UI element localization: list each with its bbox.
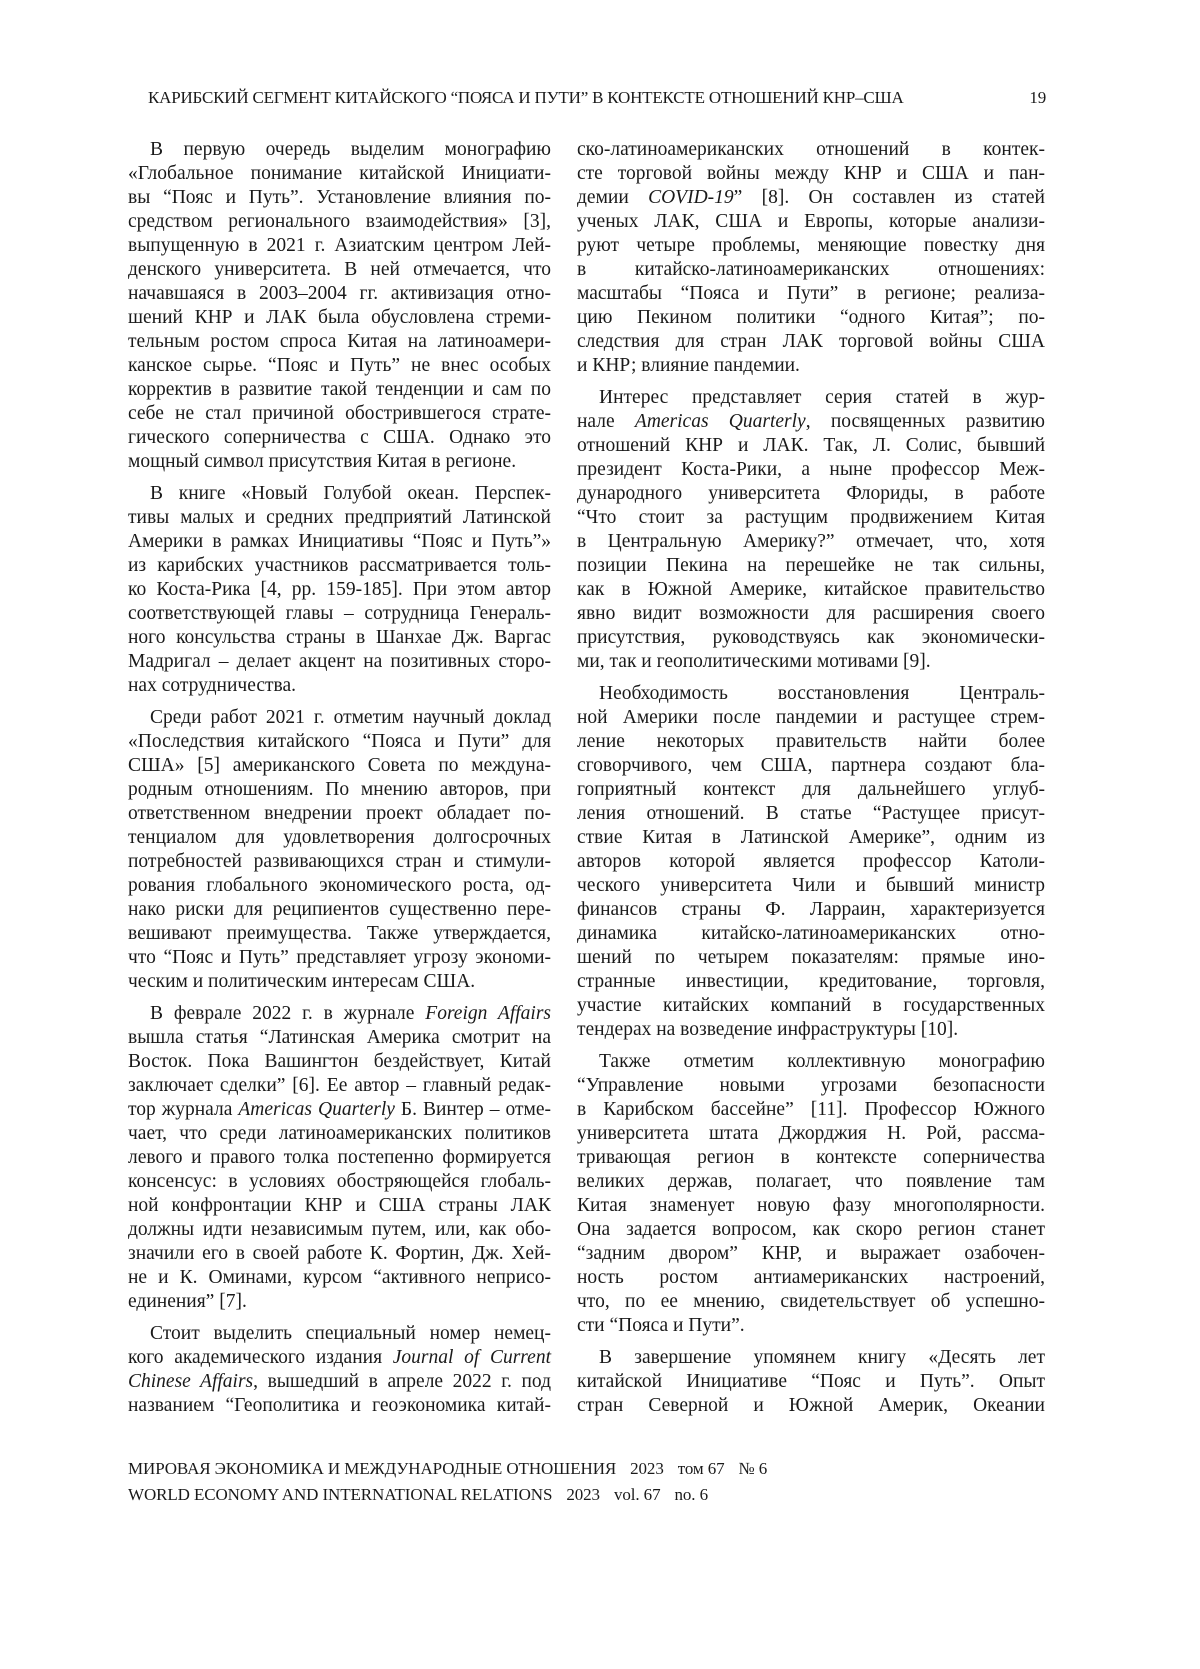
text-line: тивы малых и средних предприятий Латинской: [128, 507, 551, 528]
text-line: тендерах на возведение инфраструктуры [10].: [577, 1019, 959, 1040]
text-segment: Б. Винтер – отме-: [394, 1099, 551, 1120]
text-line: из карибских участников рассматривается толь-: [128, 555, 551, 576]
paragraph: [577, 138, 1045, 378]
text-line: мощный символ присутствия Китая в регионе.: [128, 451, 517, 472]
italic-title: Americas Quarterly: [238, 1099, 395, 1120]
paragraph: [128, 138, 551, 474]
text-line: и КНР; влияние пандемии.: [577, 355, 800, 376]
text-line: динамика китайско-латиноамериканских отно-: [577, 923, 1045, 944]
journal-year-en: 2023: [566, 1485, 600, 1504]
text-segment: кого академического издания: [128, 1347, 393, 1368]
text-line: китайской Инициативе “Пояс и Путь”. Опыт: [577, 1371, 1045, 1392]
text-line: «Глобальное понимание китайской Инициати-: [128, 163, 551, 184]
running-header: [128, 88, 1046, 112]
text-line: гоприятный контекст для дальнейшего углуб-: [577, 779, 1045, 800]
text-line: ной Америки после пандемии и растущее стрем-: [577, 707, 1045, 728]
text-line: финансов страны Ф. Ларраин, характеризуется: [577, 899, 1045, 920]
text-line: стран Северной и Южной Америк, Океании: [577, 1395, 1045, 1416]
text-line: тенциалом для удовлетворения долгосрочных: [128, 827, 551, 848]
text-line: единения” [7].: [128, 1291, 247, 1312]
text-line: ной конфронтации КНР и США страны ЛАК: [128, 1195, 551, 1216]
text-column-left: [128, 138, 551, 1426]
text-line: левого и правого толка постепенно формируется: [128, 1147, 551, 1168]
text-line: [128, 1370, 551, 1394]
text-line: Америки в рамках Инициативы “Пояс и Путь”»: [128, 531, 551, 552]
text-line: Восток. Пока Вашингтон бездействует, Китай: [128, 1051, 551, 1072]
text-line: сти “Пояса и Пути”.: [577, 1315, 745, 1336]
text-line: потребностей развивающихся стран и стимули-: [128, 851, 551, 872]
text-line: ученых ЛАК, США и Европы, которые анализи-: [577, 211, 1045, 232]
italic-title: Foreign Affairs: [425, 1003, 552, 1024]
text-line: гического соперничества с США. Однако это: [128, 427, 551, 448]
paragraph: [577, 682, 1045, 1042]
text-line: присутствия, руководствуясь как экономически-: [577, 627, 1045, 648]
text-segment: тор журнала: [128, 1099, 239, 1120]
italic-title: COVID-19: [648, 187, 734, 208]
journal-name-en: WORLD ECONOMY AND INTERNATIONAL RELATIONS: [128, 1485, 553, 1504]
text-line: руют четыре проблемы, меняющие повестку дня: [577, 235, 1045, 256]
running-title: КАРИБСКИЙ СЕГМЕНТ КИТАЙСКОГО “ПОЯСА И ПУТИ” В КОНТЕКСТЕ ОТНОШЕНИЙ КНР–США: [148, 88, 904, 107]
text-line: шений КНР и ЛАК была обусловлена стреми-: [128, 307, 551, 328]
text-line: В первую очередь выделим монографию: [150, 139, 551, 160]
text-line: странные инвестиции, кредитование, торговля,: [577, 971, 1045, 992]
text-line: Она задается вопросом, как скоро регион станет: [577, 1219, 1045, 1240]
text-line: начавшаяся в 2003–2004 гг. активизация отно-: [128, 283, 551, 304]
text-line: сте торговой войны между КНР и США и пан-: [577, 163, 1045, 184]
paragraph: [128, 706, 551, 994]
text-line: ческого университета Чили и бывший министр: [577, 875, 1045, 896]
text-segment: демии: [577, 187, 649, 208]
paragraph: [577, 386, 1045, 674]
text-line: Китая знаменует новую фазу многополярности.: [577, 1195, 1045, 1216]
text-line: [128, 1002, 551, 1026]
text-line: Мадригал – делает акцент на позитивных сторо-: [128, 651, 551, 672]
text-line: президент Коста-Рики, а ныне профессор Меж-: [577, 459, 1045, 480]
text-line: в Карибском бассейне” [11]. Профессор Южного: [577, 1099, 1045, 1120]
italic-title: Journal of Current: [392, 1347, 551, 1368]
text-line: нако риски для реципиентов существенно пере-: [128, 899, 551, 920]
paragraph: [577, 1050, 1045, 1338]
text-line: тельным ростом спроса Китая на латиноамери-: [128, 331, 551, 352]
text-line: цию Пекином политики “одного Китая”; по-: [577, 307, 1045, 328]
text-line: ность ростом антиамериканских настроений,: [577, 1267, 1045, 1288]
paragraph: [577, 1346, 1045, 1418]
text-line: США» [5] американского Совета по междуна-: [128, 755, 551, 776]
journal-issue-ru: № 6: [738, 1459, 768, 1478]
italic-title: Americas Quarterly: [634, 411, 806, 432]
text-line: вышла статья “Латинская Америка смотрит на: [128, 1027, 551, 1048]
text-line: в китайско-латиноамериканских отношениях:: [577, 259, 1045, 280]
text-line: вешивают преимущества. Также утверждается,: [128, 923, 551, 944]
text-line: “Что стоит за растущим продвижением Китая: [577, 507, 1045, 528]
text-line: [128, 1346, 551, 1370]
text-line: консенсус: в условиях обостряющейся глобаль-: [128, 1171, 551, 1192]
text-line: В книге «Новый Голубой океан. Перспек-: [150, 483, 551, 504]
text-line: вы “Пояс и Путь”. Установление влияния по-: [128, 187, 551, 208]
text-line: В завершение упомянем книгу «Десять лет: [599, 1347, 1045, 1368]
text-line: не и К. Оминами, курсом “активного неприсо-: [128, 1267, 551, 1288]
text-line: ско-латиноамериканских отношений в контек-: [577, 139, 1045, 160]
text-line: «Последствия китайского “Пояса и Пути” для: [128, 731, 551, 752]
text-line: ми, так и геополитическими мотивами [9].: [577, 651, 931, 672]
journal-name-ru: МИРОВАЯ ЭКОНОМИКА И МЕЖДУНАРОДНЫЕ ОТНОШЕНИЯ: [128, 1459, 617, 1478]
text-line: “задним двором” КНР, и выражает озабочен-: [577, 1243, 1045, 1264]
text-line: [577, 410, 1045, 434]
text-line: названием “Геополитика и геоэкономика китай-: [128, 1395, 551, 1416]
text-line: соответствующей главы – сотрудница Генераль-: [128, 603, 551, 624]
text-line: шений по четырем показателям: прямые ино-: [577, 947, 1045, 968]
text-line: значили его в своей работе К. Фортин, Дж. Хей-: [128, 1243, 551, 1264]
text-segment: ” [8]. Он составлен из статей: [733, 187, 1045, 208]
text-line: ответственном внедрении проект обладает по-: [128, 803, 551, 824]
text-line: явно видит возможности для расширения своего: [577, 603, 1045, 624]
text-segment: нале: [577, 411, 635, 432]
text-line: как в Южной Америке, китайское правительство: [577, 579, 1045, 600]
footer-journal-ru: [128, 1458, 781, 1480]
text-line: великих держав, полагает, что появление там: [577, 1171, 1045, 1192]
text-line: сговорчивого, чем США, партнера создают бла-: [577, 755, 1045, 776]
text-line: Необходимость восстановления Централь-: [599, 683, 1045, 704]
text-line: заключает сделки” [6]. Ее автор – главный редак-: [128, 1075, 551, 1096]
text-line: ления отношений. В статье “Растущее присут-: [577, 803, 1045, 824]
text-segment: , посвященных развитию: [805, 411, 1046, 432]
text-line: средством регионального взаимодействия» [3],: [128, 211, 551, 232]
text-line: ческим и политическим интересам США.: [128, 971, 476, 992]
text-line: [577, 186, 1045, 210]
text-line: отношений КНР и ЛАК. Так, Л. Солис, бывший: [577, 435, 1045, 456]
text-line: рования глобального экономического роста, од-: [128, 875, 551, 896]
paragraph: [128, 1322, 551, 1418]
text-line: Среди работ 2021 г. отметим научный доклад: [150, 707, 551, 728]
text-line: родным отношениям. По мнению авторов, при: [128, 779, 551, 800]
journal-volume-en: vol. 67: [613, 1485, 661, 1504]
text-line: “Управление новыми угрозами безопасности: [577, 1075, 1045, 1096]
text-line: Интерес представляет серия статей в жур-: [599, 387, 1045, 408]
journal-volume-ru: том 67: [677, 1459, 725, 1478]
text-line: выпущенную в 2021 г. Азиатским центром Лей-: [128, 235, 551, 256]
text-line: Также отметим коллективную монографию: [599, 1051, 1045, 1072]
text-line: ление некоторых правительств найти более: [577, 731, 1045, 752]
text-line: ко Коста-Рика [4, pp. 159-185]. При этом автор: [128, 579, 551, 600]
text-line: в Центральную Америку?” отмечает, что, хотя: [577, 531, 1045, 552]
text-line: канское сырье. “Пояс и Путь” не внес особых: [128, 355, 551, 376]
text-line: корректив в развитие такой тенденции и сам по: [128, 379, 551, 400]
journal-year-ru: 2023: [630, 1459, 664, 1478]
footer-journal-en: [128, 1484, 722, 1506]
text-line: себе не стал причиной обострившегося страте-: [128, 403, 551, 424]
italic-title: Chinese Affairs: [128, 1371, 254, 1392]
text-line: что, по ее мнению, свидетельствует об успешно-: [577, 1291, 1045, 1312]
text-line: участие китайских компаний в государственных: [577, 995, 1045, 1016]
text-line: позиции Пекина на перешейке не так сильны,: [577, 555, 1045, 576]
journal-issue-en: no. 6: [674, 1485, 708, 1504]
text-line: тривающая регион в контексте соперничества: [577, 1147, 1045, 1168]
text-line: должны идти независимым путем, или, как обо-: [128, 1219, 551, 1240]
text-line: следствия для стран ЛАК торговой войны США: [577, 331, 1045, 352]
text-line: дународного университета Флориды, в работе: [577, 483, 1045, 504]
text-line: [128, 1098, 551, 1122]
text-column-right: [577, 138, 1045, 1426]
paragraph: [128, 1002, 551, 1314]
text-segment: В феврале 2022 г. в журнале: [150, 1003, 426, 1024]
text-line: что “Пояс и Путь” представляет угрозу экономи-: [128, 947, 551, 968]
text-line: масштабы “Пояса и Пути” в регионе; реализа-: [577, 283, 1045, 304]
text-line: денского университета. В ней отмечается, что: [128, 259, 551, 280]
page-number: 19: [1029, 88, 1046, 107]
text-segment: , вышедший в апреле 2022 г. под: [253, 1371, 551, 1392]
text-line: чает, что среди латиноамериканских политиков: [128, 1123, 551, 1144]
text-line: Стоит выделить специальный номер немец-: [150, 1323, 551, 1344]
text-line: ного консульства страны в Шанхае Дж. Варгас: [128, 627, 551, 648]
text-line: нах сотрудничества.: [128, 675, 297, 696]
paragraph: [128, 482, 551, 698]
text-line: университета штата Джорджия Н. Рой, рассма-: [577, 1123, 1045, 1144]
text-line: ствие Китая в Латинской Америке”, одним из: [577, 827, 1045, 848]
text-line: авторов которой является профессор Католи-: [577, 851, 1045, 872]
